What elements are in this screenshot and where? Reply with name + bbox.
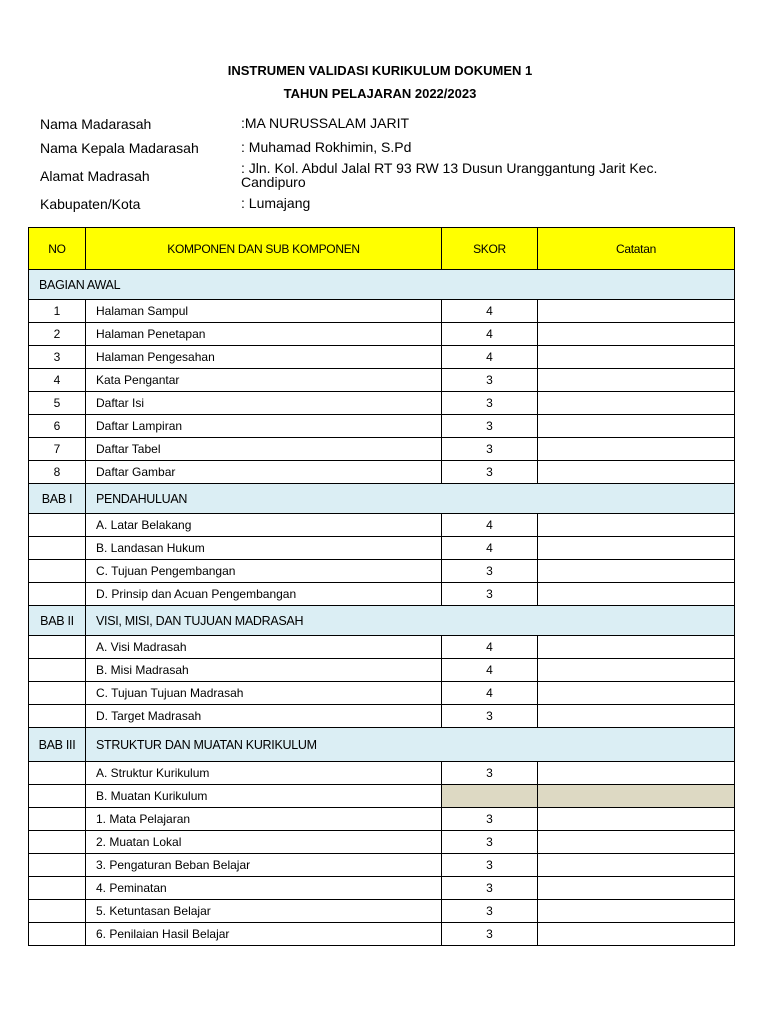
row-notes — [538, 877, 735, 900]
info-value-kabupaten: : Lumajang — [241, 195, 311, 211]
header-catatan: Catatan — [538, 228, 735, 270]
info-value-kepala: : Muhamad Rokhimin, S.Pd — [241, 139, 412, 155]
info-label-kabupaten: Kabupaten/Kota — [40, 196, 141, 212]
row-component: B. Misi Madrasah — [86, 659, 442, 682]
row-score: 3 — [442, 560, 538, 583]
table-row — [29, 705, 735, 728]
info-label-kepala: Nama Kepala Madarasah — [40, 140, 199, 156]
row-component: Daftar Tabel — [86, 438, 442, 461]
row-component: Halaman Sampul — [86, 300, 442, 323]
document-title: INSTRUMEN VALIDASI KURIKULUM DOKUMEN 1 — [227, 63, 533, 78]
table-row — [29, 831, 735, 854]
row-notes — [538, 682, 735, 705]
table-row — [29, 415, 735, 438]
row-number — [29, 785, 86, 808]
document-subtitle: TAHUN PELAJARAN 2022/2023 — [283, 86, 477, 101]
table-row — [29, 560, 735, 583]
section-title: PENDAHULUAN — [86, 484, 735, 514]
row-component: C. Tujuan Pengembangan — [86, 560, 442, 583]
row-number — [29, 560, 86, 583]
row-score: 4 — [442, 537, 538, 560]
row-score: 3 — [442, 438, 538, 461]
row-score: 4 — [442, 514, 538, 537]
row-component: 6. Penilaian Hasil Belajar — [86, 923, 442, 946]
table-row — [29, 682, 735, 705]
row-component: A. Latar Belakang — [86, 514, 442, 537]
table-row — [29, 537, 735, 560]
row-notes — [538, 636, 735, 659]
table-row — [29, 877, 735, 900]
row-component: 2. Muatan Lokal — [86, 831, 442, 854]
row-component: Daftar Isi — [86, 392, 442, 415]
row-number — [29, 877, 86, 900]
row-component: C. Tujuan Tujuan Madrasah — [86, 682, 442, 705]
row-number — [29, 808, 86, 831]
section-title: VISI, MISI, DAN TUJUAN MADRASAH — [86, 606, 735, 636]
row-notes — [538, 560, 735, 583]
table-row — [29, 583, 735, 606]
header-no: NO — [29, 228, 86, 270]
info-value-alamat: : Jln. Kol. Abdul Jalal RT 93 RW 13 Dusun Uranggantung Jarit Kec. Candipuro — [241, 160, 658, 190]
row-score: 3 — [442, 583, 538, 606]
row-notes — [538, 583, 735, 606]
row-component: 3. Pengaturan Beban Belajar — [86, 854, 442, 877]
section-title: STRUKTUR DAN MUATAN KURIKULUM — [86, 728, 735, 762]
row-score: 3 — [442, 461, 538, 484]
row-number — [29, 583, 86, 606]
row-notes — [538, 785, 735, 808]
table-header-row — [29, 228, 735, 270]
row-notes — [538, 415, 735, 438]
info-label-alamat: Alamat Madrasah — [40, 168, 150, 184]
row-notes — [538, 300, 735, 323]
row-number — [29, 831, 86, 854]
row-component: Daftar Gambar — [86, 461, 442, 484]
row-notes — [538, 438, 735, 461]
row-number — [29, 923, 86, 946]
row-number — [29, 682, 86, 705]
row-score — [442, 785, 538, 808]
row-component: D. Prinsip dan Acuan Pengembangan — [86, 583, 442, 606]
row-component: B. Landasan Hukum — [86, 537, 442, 560]
row-number: 2 — [29, 323, 86, 346]
row-notes — [538, 461, 735, 484]
row-notes — [538, 537, 735, 560]
table-row — [29, 438, 735, 461]
row-number — [29, 854, 86, 877]
section-row — [29, 484, 735, 514]
table-row — [29, 461, 735, 484]
row-number — [29, 900, 86, 923]
row-notes — [538, 346, 735, 369]
row-score: 3 — [442, 808, 538, 831]
row-component: 1. Mata Pelajaran — [86, 808, 442, 831]
section-row — [29, 728, 735, 762]
section-number: BAB III — [29, 728, 86, 762]
validation-table — [28, 227, 735, 946]
row-score: 3 — [442, 900, 538, 923]
row-score: 3 — [442, 369, 538, 392]
row-notes — [538, 762, 735, 785]
row-component: Daftar Lampiran — [86, 415, 442, 438]
row-component: A. Visi Madrasah — [86, 636, 442, 659]
row-component: Halaman Pengesahan — [86, 346, 442, 369]
row-score: 3 — [442, 831, 538, 854]
section-row — [29, 606, 735, 636]
row-number: 1 — [29, 300, 86, 323]
table-row — [29, 854, 735, 877]
table-row — [29, 636, 735, 659]
table-row — [29, 659, 735, 682]
row-score: 4 — [442, 300, 538, 323]
row-number — [29, 762, 86, 785]
table-row — [29, 369, 735, 392]
row-score: 4 — [442, 323, 538, 346]
row-number: 7 — [29, 438, 86, 461]
table-row — [29, 514, 735, 537]
row-notes — [538, 369, 735, 392]
row-score: 3 — [442, 392, 538, 415]
info-value-madrasah: :MA NURUSSALAM JARIT — [241, 115, 410, 131]
row-number: 5 — [29, 392, 86, 415]
row-notes — [538, 705, 735, 728]
row-score: 4 — [442, 659, 538, 682]
row-score: 4 — [442, 636, 538, 659]
row-score: 3 — [442, 762, 538, 785]
row-number — [29, 659, 86, 682]
row-notes — [538, 323, 735, 346]
table-row — [29, 785, 735, 808]
row-notes — [538, 923, 735, 946]
table-row — [29, 323, 735, 346]
row-score: 3 — [442, 415, 538, 438]
table-row — [29, 923, 735, 946]
row-notes — [538, 854, 735, 877]
table-row — [29, 346, 735, 369]
row-component: A. Struktur Kurikulum — [86, 762, 442, 785]
row-component: Kata Pengantar — [86, 369, 442, 392]
row-number: 8 — [29, 461, 86, 484]
section-title: BAGIAN AWAL — [29, 270, 735, 300]
row-number — [29, 705, 86, 728]
row-score: 3 — [442, 705, 538, 728]
table-row — [29, 762, 735, 785]
row-component: Halaman Penetapan — [86, 323, 442, 346]
row-score: 4 — [442, 346, 538, 369]
row-score: 3 — [442, 877, 538, 900]
row-number: 3 — [29, 346, 86, 369]
row-notes — [538, 831, 735, 854]
row-number: 6 — [29, 415, 86, 438]
section-number: BAB II — [29, 606, 86, 636]
row-notes — [538, 392, 735, 415]
row-number — [29, 636, 86, 659]
row-notes — [538, 900, 735, 923]
row-score: 3 — [442, 923, 538, 946]
row-notes — [538, 514, 735, 537]
row-component: 4. Peminatan — [86, 877, 442, 900]
table-row — [29, 900, 735, 923]
row-component: 5. Ketuntasan Belajar — [86, 900, 442, 923]
section-number: BAB I — [29, 484, 86, 514]
row-notes — [538, 808, 735, 831]
row-number — [29, 537, 86, 560]
header-skor: SKOR — [442, 228, 538, 270]
table-row — [29, 808, 735, 831]
table-row — [29, 392, 735, 415]
row-score: 4 — [442, 682, 538, 705]
section-row — [29, 270, 735, 300]
info-label-madrasah: Nama Madarasah — [40, 116, 152, 132]
table-row — [29, 300, 735, 323]
row-number: 4 — [29, 369, 86, 392]
row-number — [29, 514, 86, 537]
row-notes — [538, 659, 735, 682]
row-component: B. Muatan Kurikulum — [86, 785, 442, 808]
row-score: 3 — [442, 854, 538, 877]
row-component: D. Target Madrasah — [86, 705, 442, 728]
header-komponen: KOMPONEN DAN SUB KOMPONEN — [86, 228, 442, 270]
